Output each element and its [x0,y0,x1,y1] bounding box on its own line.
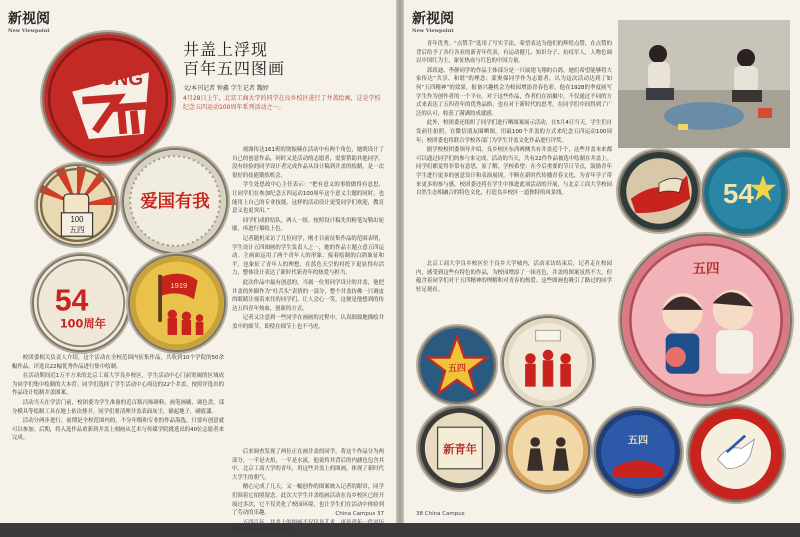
magazine-logo: 新视阅 New Viewpoint [8,11,50,34]
svg-text:54: 54 [54,284,89,318]
right-page [404,0,800,523]
manhole-cover-fist-red [620,152,698,230]
manhole-cover-patriot [124,150,226,252]
magazine-logo-right: 新视阅 New Viewpoint [412,11,454,34]
left-body-col2: 视图传达161班的饶振楠在活动中有两个角色，她既设计了自己的创意作品，同时又是活动的志愿者，需要帮助其他同学。没有经验的同学设计者完成作品从设计稿到井盖的绘制，是一次很好的技能锻炼机会。 学生处思政中心主任表示：“把有意义的事情做得有意思，让同学们在参加纪念五四运动100周年这个意义主题的同时，也能用上自己的专业技能，这样的活动设计更受同学们欢迎，教育意义也更突出。” 同学们成群结队，两人一组，按照设计稿先用粉笔勾勒出轮廓，再进行描绘上色。 记者随机采访了几位同学，刚才目前征集作品的范围表明，学生设计五四图画的学生负责人之一，她的作品主题立意五四运动。主画面运用了两个青年人的形象，接着绘制的白鸽象征和平，也象征了青年人的理想，在蓝色天空的衬托下更显得有活力，整体设计表达了新时代新青年的热爱与担当。 此次作品中最有创意的，当属一位男同学设计的井盖，他把井盖的外圈作为“吐舌头”表情的一部分，整个井盖仿佛一只调皮的眼睛注视着来往的同学们，让人会心一笑，这便是他想到的传达五四青年热血，创新的方式。 记者又注意到一些同学在画画的过程中，认真细致地描绘井盖中的细节，即使在细节上也不马虎。 [232,147,384,330]
svg-text:爱国有我: 爱国有我 [140,192,210,213]
manhole-cover-dancers [508,410,588,490]
svg-text:五四: 五四 [627,435,649,447]
left-body-col2-bottom: 后来调查发现了两位正在画井盖的同学，将这个作品分为两部分，一半是火焰，一半是水流，他说将其背后的内涵也包含其中。北京工商大学的青年，用这些井盖上的图画，体现了新时代大学生的朝气。 精心完成了几天，又一幅创作的图案映入记者的眼帘，同学们围着它拍照留念。此次大学生井盖绘画活动在良乡校区已经开展过多次，它不仅美化了校园环境，也让学生们在活动中体验到了劳动的乐趣。 五四百年，井盖上的图画不仅仅是艺术，更是青年一代对历史的回望与对未来的期许。 [232,449,384,535]
manhole-cover-crowd [504,318,592,406]
manhole-cover-young [44,34,172,162]
spread-gutter [396,0,404,523]
svg-text:五四: 五四 [448,363,466,374]
right-body-col1: 青年优秀。“点赞手”选用了写实手法，希望表达为他们的辉煌点赞，在点赞的背后给予了各行各业的新青年代表，有运动健儿、知识分子、抗疫军人，人物色调以中国红为主，象征热血与红色的中国力量。 郭玖迪、李静同学的作品主体部分是一只展翅飞翔的白鸽，她们希望能够将大家传达“共享、和谐”的理念；蒙奥保同学作为志愿者，认为这次活动达到了如何“五四精神”的效果，报备兴趣机会为校园增添青春色彩，他在1928的季度画写学生作为创作者的一个平台。对于这些作品，作者们在拍摄中，不仅通过不同的方式来表达了五四青年的优秀品格，也有对于新时代的思考，在同学们中间得到了广泛的认可，收获了满满的成就感。 此外，校团委还组织了同学们进行晒图案展示活动，在5月4日当天，学生们自发前往拍照，在微信朋友圈晒图，用最100个井盖的方式来纪念五四运动100周年；校团委也将联合学校各部门为学生井盖文化作品进行评奖。 据学校校团委领导介绍，良乡校区东西两侧共有井盖近千个，这些井盖本来都可以通过同学们的参与来完成。活动的当天，共有22件作品被选中绘制在井盖上。同学们都觉得非常有意思，原了解，学校希望：在今后重要的节日节点，鼓励青年学生进行更多的创意设计和表演展现，不断在新时代传播青春文化，为青年学子带来更多的参与感，校团委还将在学生中推进此项活动的开展，与北京工商大学校园自然生态相融合的特色文化，打造良乡校区一道独特的风景线。 [416,41,612,197]
manhole-cover-flag [130,256,224,350]
svg-text:100周年: 100周年 [59,317,106,331]
left-body-col1: 校团委相关负责人介绍，这个活动在全校范围内征集作品，共收到10个学院的50余幅作品，评选出22幅优秀作品进行集中绘制。 在活动期间近1万平方米的北京工商大学良乡校区，学生活动中心门前宽阔的区域成为同学们集中绘制的大本营。同学们选择了学生活动中心周边的22个井盖，按照评选出的作品设计绘制井盖图案。 活动当天在学活门前，校团委为学生准备的近百瓶丙烯颜料、画笔画刷、调色盘，部分模具等绘制工具在地上依次排开。同学们要清理井盖表面灰尘，铺起地子，刷底漆。 活动分两步进行，前期是全校范围内的，不分年级和专业的作品海选，只要有创意就可以参加。后期，将入选作品重新到井盖上刻画从艺术与传媒学院挑选出的40位志愿者来完成。 [12,355,224,442]
manhole-cover-new-youth [420,408,500,488]
svg-text:YOUTH: YOUTH [721,421,751,431]
svg-text:新青年: 新青年 [443,442,477,456]
manhole-cover-wusi-blue [596,410,680,494]
manhole-cover-54-blue [704,152,786,234]
young-cover-art [44,34,172,162]
manhole-cover-fist [38,166,116,244]
article-byline: 文/本刊记者 钟鑫 学生记者 魏婷 [183,85,269,92]
article-lead: 4月28日上午，北京工商大学的同学在良乡校区进行了井盖绘画，这是学校纪念五四运动100周年系列活动之一。 [183,95,381,111]
svg-text:五四: 五四 [69,225,85,235]
svg-text:1919: 1919 [170,280,188,290]
manhole-cover-youth-dove [690,408,782,500]
svg-text:五四: 五四 [692,261,720,277]
article-title: 井盖上浮现 百年五四图画 [183,40,286,78]
manhole-cover-youth-girls [622,236,790,404]
svg-text:100: 100 [70,215,84,225]
students-painting-photo [618,20,790,148]
svg-text:54: 54 [722,177,754,209]
manhole-cover-star [420,328,494,402]
left-page [0,0,396,535]
left-page-footer: China Campus 37 [335,511,384,517]
right-page-footer: 38 China Campus [416,511,465,517]
right-body-col2: 北京工商大学良乡校区位于良乡大学城内，活动采访结束后，记者走在校园内，感受到这些有特色的作品，为校园增添了一抹亮色，井盖的图案虽然不大，但蕴含着同学们对于五四精神的理解和对青春的热爱。这些图画也吸引了路过的同学驻足观看。 [416,261,612,293]
young-text: YOUNG [72,69,144,91]
manhole-cover-anniversary [34,256,128,350]
